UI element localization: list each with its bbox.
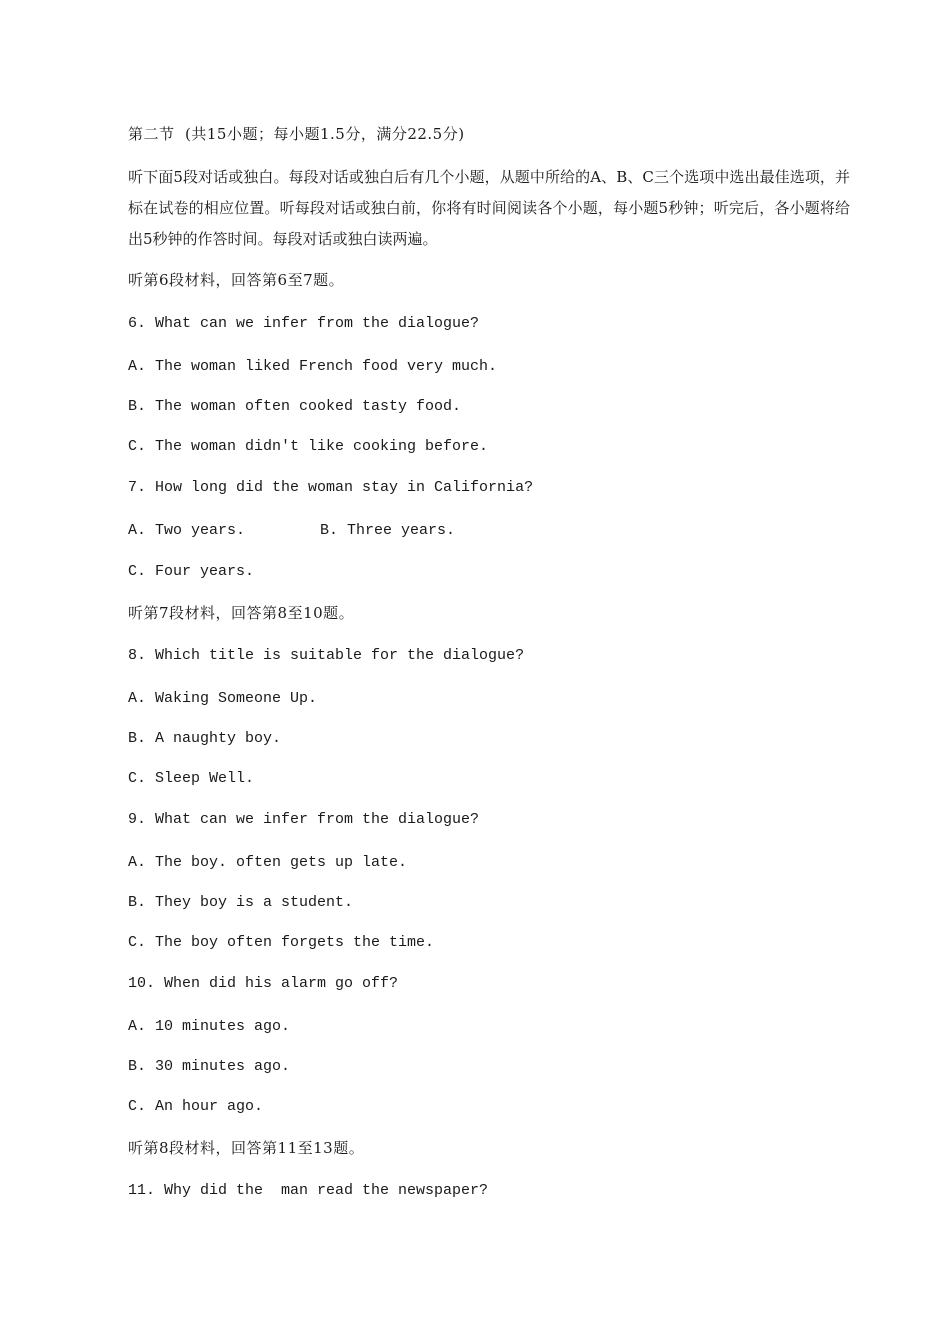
instructions-text: 听下面5段对话或独白。每段对话或独白后有几个小题，从题中所给的A、B、C三个选项中选出最佳选项，并标在试卷的相应位置。听每段对话或独白前，你将有时间阅读各个小题，每小题5秒钟；听完后，各小题将给出5秒钟的作答时间。每段对话或独白读两遍。 [128, 168, 850, 248]
question-7-option-c: C. Four years. [128, 563, 255, 580]
question-9-option-c: C. The boy often forgets the time. [128, 934, 435, 951]
question-8-option-b: B. A naughty boy. [128, 730, 282, 747]
material-7-label: 听第7段材料，回答第8至10题。 [128, 604, 355, 622]
question-10-option-c: C. An hour ago. [128, 1098, 264, 1115]
question-6-option-c: C. The woman didn't like cooking before. [128, 438, 489, 455]
question-9-option-a: A. The boy. often gets up late. [128, 854, 408, 871]
question-9-option-b: B. They boy is a student. [128, 894, 354, 911]
question-8-option-a: A. Waking Someone Up. [128, 690, 318, 707]
question-7-option-a: A. Two years. [128, 522, 246, 539]
question-10-option-b: B. 30 minutes ago. [128, 1058, 291, 1075]
question-6-stem: 6. What can we infer from the dialogue? [128, 315, 480, 332]
question-10-stem: 10. When did his alarm go off? [128, 975, 399, 992]
question-8-stem: 8. Which title is suitable for the dialogue? [128, 647, 525, 664]
question-6-option-a: A. The woman liked French food very much. [128, 358, 498, 375]
section-heading: 第二节 (共15小题；每小题1.5分，满分22.5分) [128, 125, 465, 143]
question-9-stem: 9. What can we infer from the dialogue? [128, 811, 480, 828]
section-instructions [128, 162, 850, 255]
material-8-label: 听第8段材料，回答第11至13题。 [128, 1139, 365, 1157]
question-8-option-c: C. Sleep Well. [128, 770, 255, 787]
question-7-stem: 7. How long did the woman stay in California? [128, 479, 534, 496]
question-10-option-a: A. 10 minutes ago. [128, 1018, 291, 1035]
question-11-stem: 11. Why did the man read the newspaper? [128, 1182, 489, 1199]
question-6-option-b: B. The woman often cooked tasty food. [128, 398, 462, 415]
material-6-label: 听第6段材料，回答第6至7题。 [128, 271, 345, 289]
question-7-option-b: B. Three years. [320, 522, 456, 539]
